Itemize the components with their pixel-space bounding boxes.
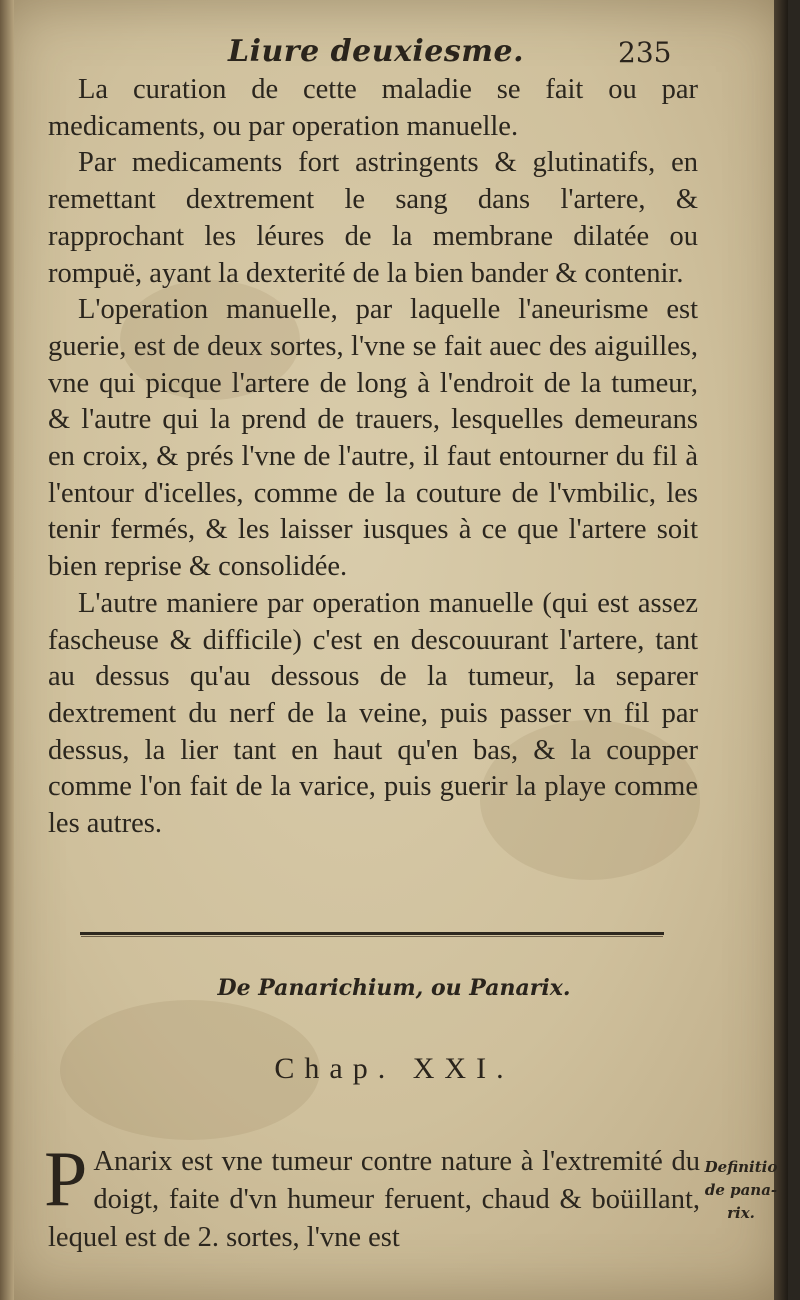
paragraph: L'operation manuelle, par laquelle l'aneurisme est guerie, est de deux sortes, l'vne se fait auec des aiguilles, vne qui picque l'artere de long à l'endroit de la tumeur, & l'autre qui la prend de trauers, lesquelles demeurans en croix, & prés l'vne de l'autre, il faut entourner du fil à l'entour d'icelles, comme de la couture de l'vmbilic, les tenir fermés, & les laisser iusques à ce que l'artere soit bien reprise & consolidée. <box>48 294 698 583</box>
section-title: De Panarichium, ou Panarix. <box>217 975 571 1001</box>
page-header <box>0 28 788 78</box>
page-edge-shadow <box>774 0 788 1300</box>
paragraph: L'autre maniere par operation manuelle (qui est assez fascheuse & difficile) c'est en descouurant l'artere, tant au dessus qu'au dessous de la tumeur, la separer dextrement du nerf de la veine, puis passer vn fil par dessus, la lier tant en haut qu'en bas, & la coupper comme l'on fait de la varice, puis guerir la playe comme les autres. <box>48 587 698 840</box>
margin-note-line: Definitio <box>704 1158 778 1176</box>
margin-note <box>702 1156 780 1225</box>
body-text <box>48 72 698 843</box>
margin-note-line: de pana- <box>704 1181 778 1199</box>
chapter-paragraph <box>44 1135 700 1257</box>
chapter-heading: Chap. XXI. <box>274 1052 514 1085</box>
page-gutter-shadow <box>0 0 14 1300</box>
paragraph: Par medicaments fort astringents & glutinatifs, en remettant dextrement le sang dans l'artere, & rapprochant les léures de la membrane dilatée ou rompuë, ayant la dexterité de la bien bander & contenir. <box>48 147 698 289</box>
section-divider <box>80 932 664 935</box>
margin-note-line: rix. <box>727 1204 755 1222</box>
drop-cap: P <box>44 1135 88 1222</box>
paragraph: La curation de cette maladie se fait ou par medicaments, ou par operation manuelle. <box>48 74 698 142</box>
chapter-text: Anarix est vne tumeur contre nature à l'extremité du doigt, faite d'vn humeur feruent, chaud & boüillant, lequel est de 2. sortes, l'vne est <box>48 1146 700 1253</box>
running-title: Liure deuxiesme. <box>228 34 525 69</box>
page-number: 235 <box>618 36 672 69</box>
